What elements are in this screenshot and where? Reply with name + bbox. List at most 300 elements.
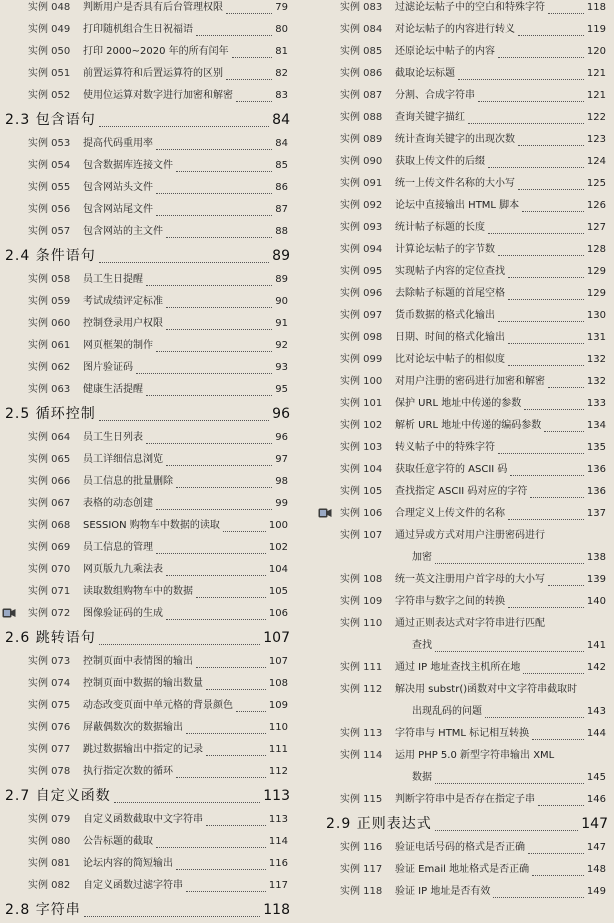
dot-leader	[544, 431, 584, 432]
toc-entry[interactable]	[0, 133, 302, 155]
entry-title: 去除帖子标题的首尾空格	[395, 288, 505, 299]
dot-leader	[458, 79, 584, 80]
toc-entry[interactable]	[316, 349, 614, 371]
page-number: 116	[268, 858, 288, 869]
toc-entry[interactable]	[0, 269, 302, 291]
page-number: 88	[275, 226, 288, 237]
entry-number: 实例 099	[340, 354, 383, 365]
toc-entry[interactable]	[0, 695, 302, 717]
entry-number: 实例 056	[28, 204, 71, 215]
entry-title: 解析 URL 地址中传递的编码参数	[395, 420, 542, 431]
toc-section-heading[interactable]	[316, 811, 614, 837]
page-number: 130	[586, 310, 606, 321]
entry-title: 统计查询关键字的出现次数	[395, 134, 515, 145]
dot-leader	[236, 101, 272, 102]
page-number: 109	[268, 700, 288, 711]
toc-entry[interactable]	[0, 651, 302, 673]
toc-entry[interactable]	[316, 723, 614, 745]
dot-leader	[166, 237, 272, 238]
entry-title: 员工生日提醒	[83, 274, 143, 285]
dot-leader	[488, 233, 584, 234]
entry-title: 论坛内容的简短输出	[83, 858, 173, 869]
page-number: 135	[586, 442, 606, 453]
dot-leader	[532, 739, 584, 740]
dot-leader	[156, 847, 266, 848]
toc-entry[interactable]	[316, 437, 614, 459]
toc-section-heading[interactable]	[0, 107, 302, 133]
entry-number: 实例 051	[28, 68, 71, 79]
page-number: 92	[275, 340, 288, 351]
dot-leader	[226, 79, 272, 80]
dot-leader	[508, 299, 584, 300]
entry-title: 计算论坛帖子的字节数	[395, 244, 495, 255]
entry-number: 实例 068	[28, 520, 71, 531]
page-number: 81	[275, 46, 288, 57]
page-number: 147	[581, 816, 608, 832]
entry-number: 实例 085	[340, 46, 383, 57]
page-number: 82	[275, 68, 288, 79]
toc-entry[interactable]	[0, 603, 302, 625]
dot-leader	[166, 329, 272, 330]
entry-title: 控制页面中表情图的输出	[83, 656, 193, 667]
page-number: 149	[586, 886, 606, 897]
dot-leader	[548, 585, 584, 586]
page-number: 123	[586, 134, 606, 145]
dot-leader	[226, 13, 272, 14]
entry-title: 打印随机组合生日祝福语	[83, 24, 193, 35]
entry-number: 实例 077	[28, 744, 71, 755]
toc-entry[interactable]	[0, 875, 302, 897]
toc-entry[interactable]	[316, 283, 614, 305]
toc-entry[interactable]	[0, 853, 302, 875]
entry-title: 判断用户是否具有后台管理权限	[83, 2, 223, 13]
entry-title: 通过 IP 地址查找主机所在地	[395, 662, 521, 673]
dot-leader	[468, 123, 584, 124]
entry-number: 实例 084	[340, 24, 383, 35]
entry-number: 实例 070	[28, 564, 71, 575]
toc-entry[interactable]	[316, 569, 614, 591]
entry-number: 实例 072	[28, 608, 71, 619]
entry-number: 实例 104	[340, 464, 383, 475]
toc-entry[interactable]	[316, 767, 614, 789]
entry-title: 公告标题的截取	[83, 836, 153, 847]
entry-title: 验证电话号码的格式是否正确	[395, 842, 525, 853]
toc-entry[interactable]	[0, 41, 302, 63]
entry-title: 验证 Email 地址格式是否正确	[395, 864, 530, 875]
entry-number: 实例 081	[28, 858, 71, 869]
entry-title: 健康生活提醒	[83, 384, 143, 395]
toc-entry[interactable]	[316, 701, 614, 723]
entry-number: 实例 060	[28, 318, 71, 329]
toc-entry[interactable]	[316, 547, 614, 569]
page-number: 126	[586, 200, 606, 211]
dot-leader	[196, 35, 272, 36]
toc-entry[interactable]	[316, 85, 614, 107]
toc-entry[interactable]	[316, 41, 614, 63]
entry-title: 员工详细信息浏览	[83, 454, 163, 465]
dot-leader	[176, 777, 266, 778]
dot-leader	[498, 321, 584, 322]
toc-entry[interactable]	[0, 739, 302, 761]
entry-title: 控制页面中数据的输出数量	[83, 678, 203, 689]
entry-number: 实例 078	[28, 766, 71, 777]
toc-entry[interactable]	[316, 657, 614, 679]
toc-entry[interactable]	[316, 195, 614, 217]
entry-number: 实例 105	[340, 486, 383, 497]
toc-entry[interactable]	[0, 379, 302, 401]
dot-leader	[478, 101, 584, 102]
dot-leader	[485, 717, 584, 718]
video-marker-icon	[2, 607, 16, 620]
toc-entry[interactable]	[0, 471, 302, 493]
entry-number: 实例 083	[340, 2, 383, 13]
toc-entry[interactable]	[0, 449, 302, 471]
page-number: 137	[586, 508, 606, 519]
dot-leader	[156, 553, 266, 554]
toc-entry[interactable]	[0, 515, 302, 537]
page-number: 112	[268, 766, 288, 777]
page-number: 138	[586, 552, 606, 563]
entry-title: 考试成绩评定标准	[83, 296, 163, 307]
page-number: 113	[263, 788, 290, 804]
dot-leader	[99, 644, 260, 645]
toc-section-heading[interactable]	[0, 243, 302, 269]
toc-entry[interactable]	[316, 261, 614, 283]
entry-number: 实例 092	[340, 200, 383, 211]
dot-leader	[522, 211, 584, 212]
page-number: 125	[586, 178, 606, 189]
page-number: 96	[275, 432, 288, 443]
entry-number: 实例 089	[340, 134, 383, 145]
toc-entry[interactable]	[316, 371, 614, 393]
entry-title: 截取论坛标题	[395, 68, 455, 79]
toc-entry[interactable]	[0, 335, 302, 357]
entry-title: 通过正则表达式对字符串进行匹配	[395, 618, 545, 629]
entry-number: 实例 076	[28, 722, 71, 733]
page-number: 145	[586, 772, 606, 783]
toc-entry[interactable]	[316, 217, 614, 239]
toc-entry[interactable]	[316, 745, 614, 767]
entry-title: 员工信息的管理	[83, 542, 153, 553]
page-number: 79	[275, 2, 288, 13]
toc-entry[interactable]	[316, 107, 614, 129]
page-number: 108	[268, 678, 288, 689]
entry-title: 自定义函数过滤字符串	[83, 880, 183, 891]
toc-section-heading[interactable]	[0, 897, 302, 923]
page-number: 80	[275, 24, 288, 35]
entry-title: 分割、合成字符串	[395, 90, 475, 101]
dot-leader	[166, 575, 266, 576]
toc-entry[interactable]	[0, 537, 302, 559]
entry-title: 图像验证码的生成	[83, 608, 163, 619]
toc-entry[interactable]	[316, 393, 614, 415]
page-number: 144	[586, 728, 606, 739]
entry-number: 实例 107	[340, 530, 383, 541]
page-number: 95	[275, 384, 288, 395]
entry-title: 统一英文注册用户首字母的大小写	[395, 574, 545, 585]
page-number: 129	[586, 288, 606, 299]
toc-entry[interactable]	[0, 427, 302, 449]
dot-leader	[508, 519, 584, 520]
page-number: 114	[268, 836, 288, 847]
dot-leader	[528, 853, 584, 854]
entry-title: 通过异或方式对用户注册密码进行	[395, 530, 545, 541]
entry-number: 实例 101	[340, 398, 383, 409]
dot-leader	[518, 189, 584, 190]
dot-leader	[508, 607, 584, 608]
entry-number: 实例 096	[340, 288, 383, 299]
toc-entry[interactable]	[0, 313, 302, 335]
toc-entry[interactable]	[316, 789, 614, 811]
entry-title: 解决用 substr()函数对中文字符串截取时	[395, 684, 578, 695]
entry-title: 比对论坛中帖子的相似度	[395, 354, 505, 365]
entry-number: 实例 082	[28, 880, 71, 891]
toc-entry[interactable]	[0, 63, 302, 85]
toc-entry[interactable]	[0, 559, 302, 581]
entry-title: 员工生日列表	[83, 432, 143, 443]
dot-leader	[524, 409, 584, 410]
toc-entry[interactable]	[0, 357, 302, 379]
page-number: 118	[263, 902, 290, 918]
entry-number: 实例 097	[340, 310, 383, 321]
entry-title: 包含网站头文件	[83, 182, 153, 193]
section-title: 2.3 包含语句	[5, 112, 96, 128]
entry-number: 实例 094	[340, 244, 383, 255]
entry-number: 实例 063	[28, 384, 71, 395]
page-number: 128	[586, 244, 606, 255]
entry-number: 实例 110	[340, 618, 383, 629]
page-number: 107	[268, 656, 288, 667]
dot-leader	[156, 193, 272, 194]
entry-number: 实例 053	[28, 138, 71, 149]
entry-number: 实例 066	[28, 476, 71, 487]
entry-number: 实例 098	[340, 332, 383, 343]
dot-leader	[510, 475, 584, 476]
entry-title: 验证 IP 地址是否有效	[395, 886, 491, 897]
dot-leader	[548, 387, 584, 388]
page-number: 113	[268, 814, 288, 825]
toc-entry[interactable]	[316, 19, 614, 41]
dot-leader	[232, 57, 272, 58]
entry-number: 实例 052	[28, 90, 71, 101]
toc-entry[interactable]	[0, 85, 302, 107]
entry-number: 实例 050	[28, 46, 71, 57]
toc-entry[interactable]	[316, 129, 614, 151]
entry-title: 包含数据库连接文件	[83, 160, 173, 171]
entry-number: 实例 071	[28, 586, 71, 597]
toc-entry[interactable]	[0, 155, 302, 177]
toc-entry[interactable]	[316, 239, 614, 261]
entry-title: 查询关键字描红	[395, 112, 465, 123]
page-number: 85	[275, 160, 288, 171]
page-number: 121	[586, 90, 606, 101]
entry-number: 实例 067	[28, 498, 71, 509]
page-number: 111	[268, 744, 288, 755]
dot-leader	[493, 897, 584, 898]
toc-entry[interactable]	[316, 151, 614, 173]
toc-entry[interactable]	[0, 717, 302, 739]
toc-entry[interactable]	[0, 493, 302, 515]
toc-entry[interactable]	[316, 481, 614, 503]
entry-title: 查找	[412, 640, 432, 651]
entry-number: 实例 117	[340, 864, 383, 875]
entry-number: 实例 073	[28, 656, 71, 667]
dot-leader	[136, 373, 272, 374]
toc-entry[interactable]	[316, 859, 614, 881]
entry-number: 实例 069	[28, 542, 71, 553]
page-number: 118	[586, 2, 606, 13]
dot-leader	[114, 802, 260, 803]
toc-entry[interactable]	[316, 173, 614, 195]
page-number: 105	[268, 586, 288, 597]
entry-title: 包含网站尾文件	[83, 204, 153, 215]
toc-entry[interactable]	[316, 0, 614, 19]
entry-title: 表格的动态创建	[83, 498, 153, 509]
dot-leader	[146, 285, 272, 286]
page-number: 84	[275, 138, 288, 149]
page-number: 131	[586, 332, 606, 343]
entry-number: 实例 102	[340, 420, 383, 431]
section-title: 2.8 字符串	[5, 902, 81, 918]
entry-title: 前置运算符和后置运算符的区别	[83, 68, 223, 79]
dot-leader	[206, 689, 266, 690]
page-number: 132	[586, 354, 606, 365]
toc-entry[interactable]	[316, 613, 614, 635]
entry-title: 出现乱码的问题	[412, 706, 482, 717]
entry-title: 对用户注册的密码进行加密和解密	[395, 376, 545, 387]
entry-title: 论坛中直接输出 HTML 脚本	[395, 200, 520, 211]
toc-entry[interactable]	[0, 761, 302, 783]
entry-title: 使用位运算对数字进行加密和解密	[83, 90, 233, 101]
dot-leader	[166, 465, 272, 466]
entry-number: 实例 100	[340, 376, 383, 387]
dot-leader	[186, 733, 266, 734]
toc-entry[interactable]	[0, 221, 302, 243]
entry-title: 实现帖子内容的定位查找	[395, 266, 505, 277]
entry-number: 实例 074	[28, 678, 71, 689]
toc-entry[interactable]	[316, 591, 614, 613]
page-number: 89	[275, 274, 288, 285]
entry-number: 实例 118	[340, 886, 383, 897]
dot-leader	[99, 126, 269, 127]
dot-leader	[532, 875, 584, 876]
page-number: 141	[586, 640, 606, 651]
entry-title: 动态改变页面中单元格的背景颜色	[83, 700, 233, 711]
dot-leader	[488, 167, 584, 168]
entry-title: 运用 PHP 5.0 新型字符串输出 XML	[395, 750, 555, 761]
toc-entry[interactable]	[0, 0, 302, 19]
dot-leader	[508, 343, 584, 344]
entry-title: 网页版九九乘法表	[83, 564, 163, 575]
entry-number: 实例 111	[340, 662, 383, 673]
entry-title: 获取上传文件的后缀	[395, 156, 485, 167]
page-number: 87	[275, 204, 288, 215]
toc-entry[interactable]	[316, 525, 614, 547]
page-number: 124	[586, 156, 606, 167]
toc-section-heading[interactable]	[0, 401, 302, 427]
page-number: 86	[275, 182, 288, 193]
entry-title: 数据	[412, 772, 432, 783]
page-number: 93	[275, 362, 288, 373]
entry-number: 实例 061	[28, 340, 71, 351]
page-number: 84	[272, 112, 290, 128]
entry-title: 统计帖子标题的长度	[395, 222, 485, 233]
entry-title: 过滤论坛帖子中的空白和特殊字符	[395, 2, 545, 13]
toc-section-heading[interactable]	[0, 625, 302, 651]
toc-entry[interactable]	[316, 679, 614, 701]
toc-entry[interactable]	[0, 581, 302, 603]
toc-entry[interactable]	[316, 881, 614, 903]
entry-title: 包含网站的主文件	[83, 226, 163, 237]
dot-leader	[176, 869, 266, 870]
dot-leader	[146, 395, 272, 396]
dot-leader	[146, 443, 272, 444]
entry-number: 实例 057	[28, 226, 71, 237]
toc-entry[interactable]	[316, 459, 614, 481]
toc-entry[interactable]	[0, 673, 302, 695]
dot-leader	[99, 262, 269, 263]
page-number: 90	[275, 296, 288, 307]
toc-entry[interactable]	[316, 327, 614, 349]
toc-entry[interactable]	[316, 415, 614, 437]
page-number: 99	[275, 498, 288, 509]
page-number: 129	[586, 266, 606, 277]
section-title: 2.5 循环控制	[5, 406, 96, 422]
entry-title: 跳过数据输出中指定的记录	[83, 744, 203, 755]
dot-leader	[206, 825, 266, 826]
page-number: 127	[586, 222, 606, 233]
entry-number: 实例 049	[28, 24, 71, 35]
toc-entry[interactable]	[0, 831, 302, 853]
entry-title: 屏蔽偶数次的数据输出	[83, 722, 183, 733]
entry-number: 实例 079	[28, 814, 71, 825]
page-number: 139	[586, 574, 606, 585]
toc-entry[interactable]	[0, 177, 302, 199]
entry-number: 实例 116	[340, 842, 383, 853]
entry-number: 实例 075	[28, 700, 71, 711]
page-number: 96	[272, 406, 290, 422]
entry-title: 加密	[412, 552, 432, 563]
dot-leader	[223, 531, 266, 532]
entry-number: 实例 080	[28, 836, 71, 847]
toc-entry[interactable]	[0, 199, 302, 221]
entry-number: 实例 095	[340, 266, 383, 277]
toc-entry[interactable]	[316, 305, 614, 327]
dot-leader	[508, 277, 584, 278]
toc-entry[interactable]	[316, 63, 614, 85]
page-number: 134	[586, 420, 606, 431]
page-number: 91	[275, 318, 288, 329]
toc-entry[interactable]	[0, 19, 302, 41]
toc-entry[interactable]	[316, 503, 614, 525]
dot-leader	[518, 145, 584, 146]
page-number: 122	[586, 112, 606, 123]
entry-title: 获取任意字符的 ASCII 码	[395, 464, 508, 475]
entry-title: 统一上传文件名称的大小写	[395, 178, 515, 189]
toc-entry[interactable]	[0, 809, 302, 831]
entry-number: 实例 109	[340, 596, 383, 607]
entry-title: 转义帖子中的特殊字符	[395, 442, 495, 453]
entry-number: 实例 103	[340, 442, 383, 453]
dot-leader	[508, 365, 584, 366]
entry-number: 实例 106	[340, 508, 383, 519]
toc-section-heading[interactable]	[0, 783, 302, 809]
toc-entry[interactable]	[316, 837, 614, 859]
page-number: 89	[272, 248, 290, 264]
toc-entry[interactable]	[0, 291, 302, 313]
dot-leader	[176, 487, 272, 488]
toc-entry[interactable]	[316, 635, 614, 657]
